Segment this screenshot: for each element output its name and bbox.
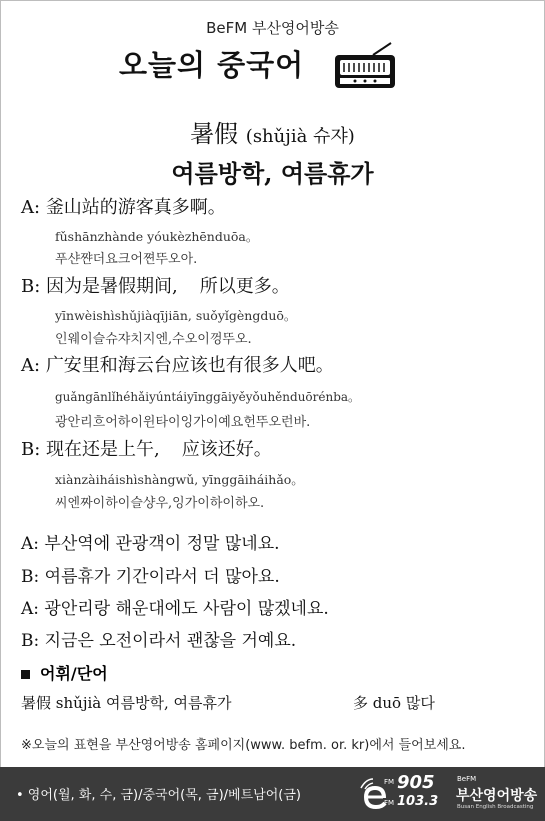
dialogue-line xyxy=(21,193,226,219)
korean-reading: 씨엔짜이하이슬샹우,잉가이하이하오. xyxy=(55,496,265,511)
radio-icon xyxy=(333,41,397,89)
speaker: A: xyxy=(21,534,40,554)
brand-name: BeFM 부산영어방송 xyxy=(206,19,339,37)
chinese-text-2: 所以更多。 xyxy=(199,276,290,297)
speaker: B: xyxy=(21,631,40,651)
chinese-text: 现在还是上午, xyxy=(46,439,160,460)
chinese-text: 因为是暑假期间, xyxy=(46,276,178,297)
dialogue-line xyxy=(21,272,290,298)
header xyxy=(1,11,544,101)
translation-text: 부산역에 관광객이 정말 많네요. xyxy=(44,534,280,554)
vocab-heading-text: 어휘/단어 xyxy=(40,664,108,683)
frequency-1033: 103.3 xyxy=(397,794,439,809)
fm-label: FM xyxy=(384,778,395,786)
dialogue-line xyxy=(21,435,272,461)
pinyin-line: yīnwèishìshǔjiàqījiān, suǒyǐgèngduō。 xyxy=(55,308,297,323)
vocab-pinyin: shǔjià xyxy=(55,694,102,712)
program-title: 오늘의 중국어 xyxy=(119,48,305,82)
speaker: A: xyxy=(21,197,41,218)
vocab-word: 暑假 xyxy=(21,694,52,712)
vocab-word: 多 xyxy=(353,694,369,712)
website-note: ※오늘의 표현을 부산영어방송 홈페이지(www. befm. or. kr)에서 들어보세요. xyxy=(21,738,466,753)
pinyin-line: guǎngānlǐhéhǎiyúntáiyīnggāiyěyǒuhěnduōrénba。 xyxy=(55,390,361,404)
vocab-item xyxy=(353,692,435,713)
title-pinyin: (shǔjià 슈쟈) xyxy=(245,126,355,147)
korean-reading: 광안리흐어하이윈타이잉가이예요헌뚜오런바. xyxy=(55,415,311,430)
title-chinese: 暑假 xyxy=(190,120,239,148)
speaker: B: xyxy=(21,439,41,460)
korean-reading: 푸샨쨘더요크어쪈뚜오아. xyxy=(55,252,198,267)
chinese-text-2: 应该还好。 xyxy=(181,439,272,460)
pinyin-line: xiànzàiháishìshàngwǔ, yīnggāiháihǎo。 xyxy=(55,472,304,487)
speaker: A: xyxy=(21,355,41,376)
speaker: B: xyxy=(21,567,40,587)
translation-text: 여름휴가 기간이라서 더 많아요. xyxy=(44,567,280,587)
logo-english-name: Busan English Broadcasting xyxy=(457,804,534,810)
vocab-item xyxy=(21,692,231,713)
translation-text: 광안리랑 해운대에도 사람이 많겠네요. xyxy=(44,599,329,619)
logo-station-name: 부산영어방송 xyxy=(456,788,538,804)
broadcast-schedule: • 영어(월, 화, 수, 금)/중국어(목, 금)/베트남어(금) xyxy=(16,788,301,803)
lesson-subtitle: 여름방학, 여름휴가 xyxy=(171,159,374,188)
pinyin-line: fǔshānzhànde yóukèzhēnduōa。 xyxy=(55,229,259,244)
translation-line xyxy=(21,626,296,651)
vocab-pinyin: duō xyxy=(372,694,402,712)
logo-befm: BeFM xyxy=(457,775,477,783)
fm-label-2: FM xyxy=(384,799,395,807)
vocab-heading xyxy=(21,661,108,684)
translation-text: 지금은 오전이라서 괜찮을 거예요. xyxy=(44,631,297,651)
vocab-meaning: 여름방학, 여름휴가 xyxy=(106,694,232,712)
chinese-text: 广安里和海云台应该也有很多人吧。 xyxy=(45,355,334,376)
vocab-meaning: 많다 xyxy=(405,694,435,712)
translation-line xyxy=(21,594,329,619)
chinese-text: 釜山站的游客真多啊。 xyxy=(45,197,226,218)
speaker: A: xyxy=(21,599,40,619)
speaker: B: xyxy=(21,276,41,297)
translation-line xyxy=(21,562,280,587)
square-bullet-icon xyxy=(21,670,30,679)
dialogue-line xyxy=(21,351,334,377)
korean-reading: 인웨이슬슈쟈치지엔,수오이껑뚜오. xyxy=(55,332,252,347)
translation-line xyxy=(21,529,280,554)
befm-logo xyxy=(358,774,538,814)
lesson-title xyxy=(1,114,544,149)
footer-bar xyxy=(0,767,545,821)
frequency-905: 905 xyxy=(397,772,435,793)
